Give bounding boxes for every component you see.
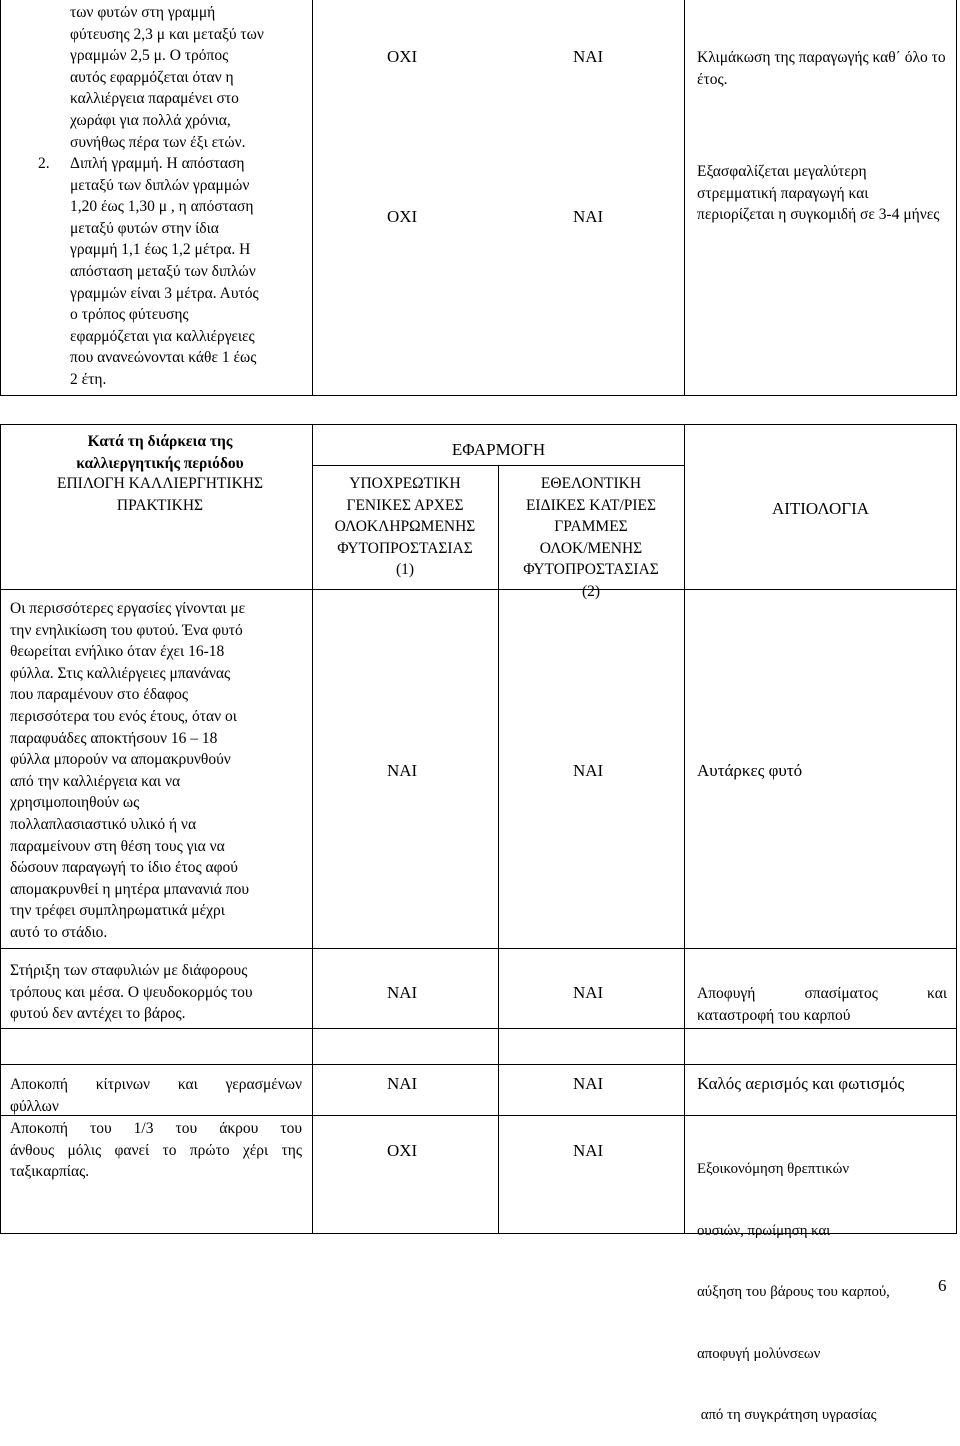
support-practice: Στήριξη των σταφυλιών με διάφορους τρόπους και μέσα. Ο ψευδοκορμός του φυτού δεν αντέχει το βάρος.: [10, 962, 253, 1023]
list-number: 2.: [38, 155, 50, 172]
border: [0, 589, 957, 590]
application-header: ΕΦΑΡΜΟΓΗ: [451, 440, 546, 459]
border: [0, 395, 957, 396]
border: [956, 424, 957, 1234]
leaves-mandatory: ΝΑΙ: [387, 1074, 418, 1093]
flower-voluntary: ΝΑΙ: [573, 1141, 604, 1160]
row2-reason: Εξασφαλίζεται μεγαλύτερη στρεμματική παραγωγή και περιορίζεται η συγκομιδή σε 3-4 μήνες: [697, 163, 940, 224]
border: [684, 0, 685, 396]
flower-practice: Αποκοπή του 1/3 του άκρου του άνθους μόλις φανεί το πρώτο χέρι της ταξικαρπίας.: [10, 1120, 302, 1181]
double-row-text: Διπλή γραμμή. Η απόσταση μεταξύ των διπλών γραμμών 1,20 έως 1,30 μ , η απόσταση μεταξύ φυτών στην ίδια γραμμή 1,1 έως 1,2 μέτρα. Η απόσταση μεταξύ των διπλών γραμμών είναι 3 μέτρα. Αυτός ο τρόπος φύτευσης εφαρμόζεται για καλλιέργειες που ανανεώνονται κάθε 1 έως 2 έτη.: [70, 155, 259, 388]
planting-method-text: των φυτών στη γραμμή φύτευσης 2,3 μ και μεταξύ των γραμμών 2,5 μ. Ο τρόπος αυτός εφαρμόζεται όταν η καλλιέργεια παραμένει στο χωράφι για πολλά χρόνια, συνήθως πέρα των έξι ετών.: [70, 4, 264, 151]
border: [312, 0, 313, 396]
row1-reason: Κλιμάκωση της παραγωγής καθ΄ όλο το έτος.: [697, 49, 946, 88]
suckers-reason: Αυτάρκες φυτό: [697, 761, 803, 780]
suckers-practice: Οι περισσότερες εργασίες γίνονται με την ενηλικίωση του φυτού. Ένα φυτό θεωρείται ενήλικο όταν έχει 16-18 φύλλα. Στις καλλιέργειες μπανάνας που παραμένουν στο έδαφος περισσότερα του ενός έτους, όταν οι παραφυάδες αποκτήσουν 16 – 18 φύλλα μπορούν να απομακρυνθούν από την καλλιέργεια και να χρησιμοποιηθούν ως πολλαπλασιαστικό υλικό ή να παραμείνουν στη θέση τους για να δώσουν παραγωγή το ίδιο έτος αφού απομακρυνθεί η μητέρα μπανανιά που την τρέφει συμπληρωματικά μέχρι αυτό το στάδιο.: [10, 600, 250, 941]
support-reason: Αποφυγή σπασίματος και καταστροφή του καρπού: [697, 985, 947, 1024]
leaves-reason: Καλός αερισμός και φωτισμός: [697, 1074, 905, 1093]
practice-header: ΕΠΙΛΟΓΗ ΚΑΛΛΙΕΡΓΗΤΙΚΗΣ ΠΡΑΚΤΙΚΗΣ: [57, 475, 263, 514]
border: [0, 1064, 957, 1065]
flower-mandatory: ΟΧΙ: [387, 1141, 418, 1160]
row1-mandatory: ΟΧΙ: [387, 47, 418, 66]
row2-voluntary: ΝΑΙ: [573, 207, 604, 226]
suckers-voluntary: ΝΑΙ: [573, 761, 604, 780]
flower-reason: Εξοικονόμηση θρεπτικών ουσιών, πρωίμηση και αύξηση του βάρους του καρπού, αποφυγή μολύνσεων από τη συγκράτηση υγρασίας: [697, 1161, 890, 1423]
suckers-mandatory: ΝΑΙ: [387, 761, 418, 780]
border: [0, 948, 957, 949]
support-mandatory: ΝΑΙ: [387, 983, 418, 1002]
support-voluntary: ΝΑΙ: [573, 983, 604, 1002]
voluntary-header: ΕΘΕΛΟΝΤΙΚΗ ΕΙΔΙΚΕΣ ΚΑΤ/ΡΙΕΣ ΓΡΑΜΜΕΣ ΟΛΟΚ/ΜΕΝΗΣ ΦΥΤΟΠΡΟΣΤΑΣΙΑΣ (2): [523, 475, 659, 600]
border: [0, 424, 957, 425]
border: [0, 424, 1, 1234]
row2-mandatory: ΟΧΙ: [387, 207, 418, 226]
leaves-voluntary: ΝΑΙ: [573, 1074, 604, 1093]
row1-voluntary: ΝΑΙ: [573, 47, 604, 66]
reasoning-header: ΑΙΤΙΟΛΟΓΙΑ: [771, 499, 870, 518]
border: [0, 1028, 957, 1029]
mandatory-header: ΥΠΟΧΡΕΩΤΙΚΗ ΓΕΝΙΚΕΣ ΑΡΧΕΣ ΟΛΟΚΛΗΡΩΜΕΝΗΣ ΦΥΤΟΠΡΟΣΤΑΣΙΑΣ (1): [334, 475, 476, 579]
border: [0, 0, 1, 396]
leaves-practice: Αποκοπή κίτρινων και γερασμένων φύλλων: [10, 1076, 302, 1115]
border: [956, 0, 957, 396]
period-header: Κατά τη διάρκεια της καλλιεργητικής περιόδου: [76, 433, 244, 472]
border: [684, 424, 685, 1234]
page-number: 6: [938, 1276, 947, 1295]
